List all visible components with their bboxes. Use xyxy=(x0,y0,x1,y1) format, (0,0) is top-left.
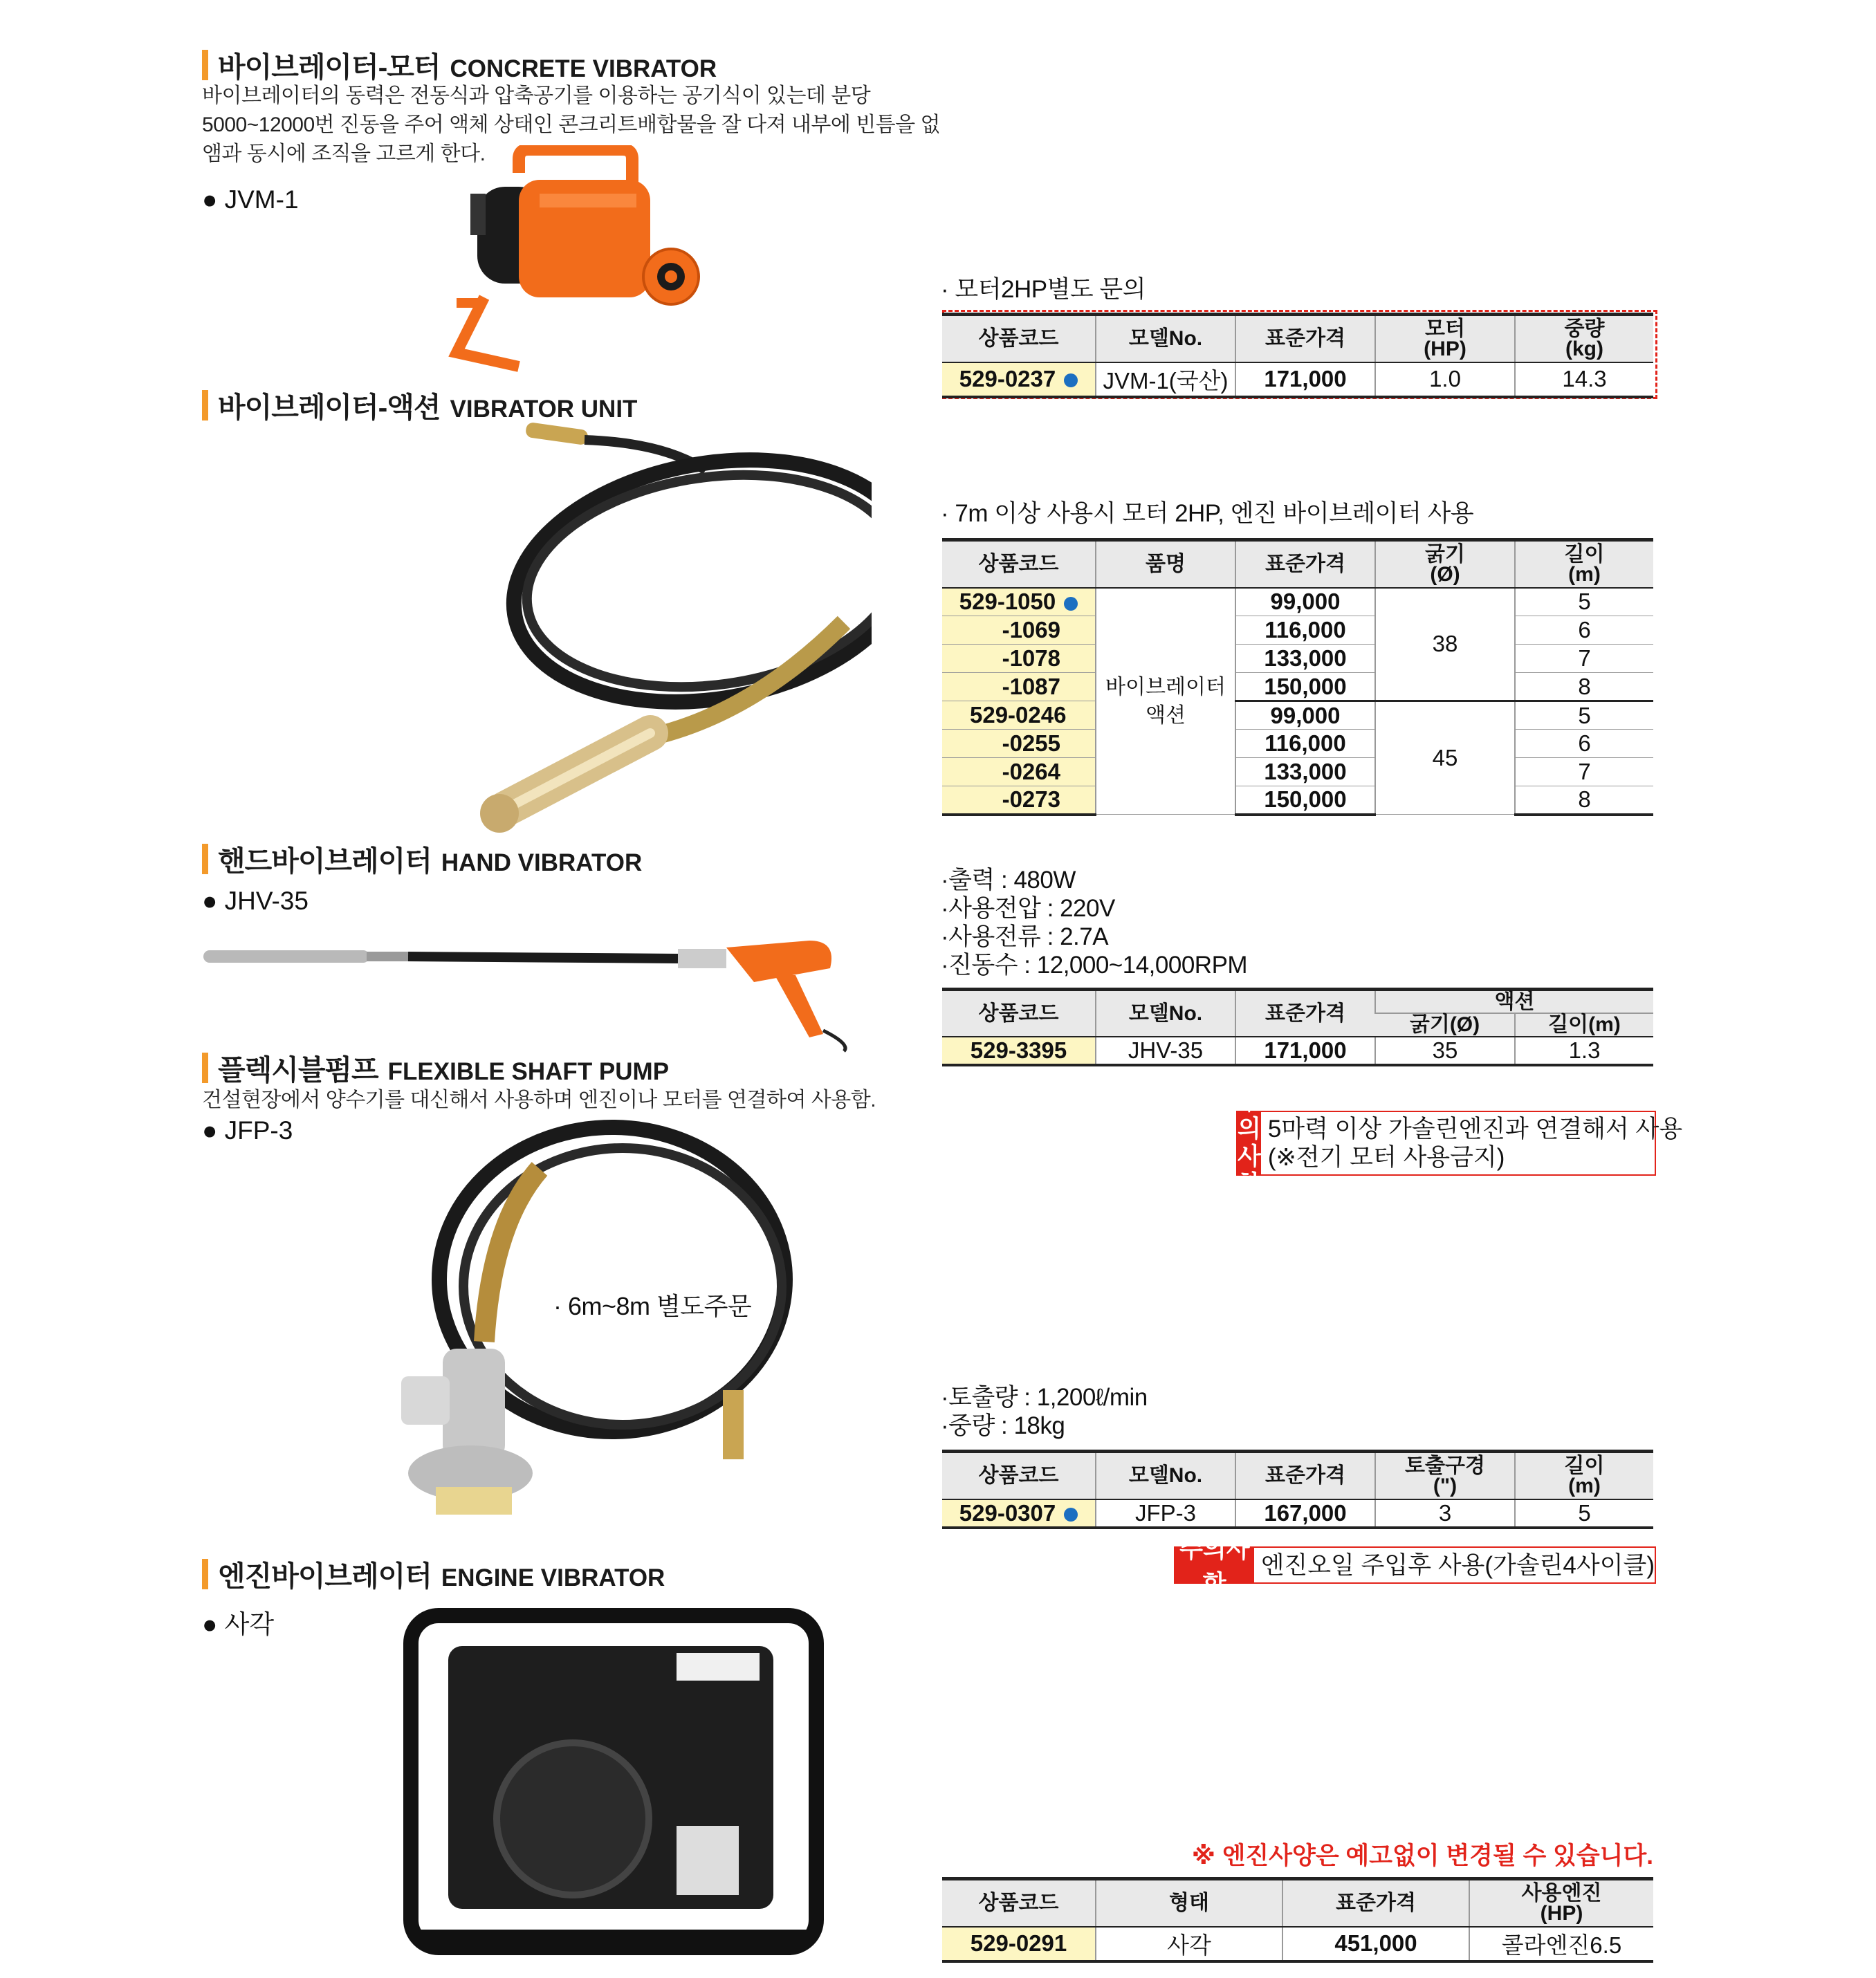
header-length: 길이 (m) xyxy=(1515,540,1653,588)
title-korean: 바이브레이터-모터 xyxy=(218,51,441,83)
header-price: 표준가격 xyxy=(1282,1879,1469,1927)
product-name: 바이브레이터 액션 xyxy=(1096,588,1235,815)
model-bullet: ● 사각 xyxy=(202,1610,275,1638)
note-motor-inquiry: · 모터2HP별도 문의 xyxy=(941,276,1146,303)
engine: 콜라엔진6.5 xyxy=(1469,1927,1653,1961)
concrete-vibrator-motor-image xyxy=(443,145,719,373)
note-hose-length-order: · 6m~8m 별도주문 xyxy=(553,1292,752,1320)
title-english: FLEXIBLE SHAFT PUMP xyxy=(387,1058,670,1085)
product-code: 529-3395 xyxy=(942,1037,1096,1065)
outlet-size: 3 xyxy=(1375,1499,1515,1528)
price: 451,000 xyxy=(1282,1927,1469,1961)
caution-box-oil xyxy=(1174,1536,1656,1598)
title-accent-bar xyxy=(202,390,208,420)
title-korean: 바이브레이터-액션 xyxy=(218,391,441,423)
header-price: 표준가격 xyxy=(1235,540,1375,588)
product-code: 529-0307 xyxy=(942,1499,1096,1528)
engine-vibrator-image xyxy=(400,1605,829,1964)
table-row xyxy=(942,1037,1653,1065)
price: 171,000 xyxy=(1235,362,1375,397)
header-code: 상품코드 xyxy=(942,1452,1096,1499)
price: 133,000 xyxy=(1235,645,1375,673)
new-item-dot-icon xyxy=(1064,373,1078,387)
header-length: 길이 (m) xyxy=(1515,1452,1653,1499)
table-row xyxy=(942,758,1653,786)
caution-line: (※전기 모터 사용금지) xyxy=(1267,1144,1505,1171)
length: 1.3 xyxy=(1515,1037,1653,1065)
motor-hp: 1.0 xyxy=(1375,362,1515,397)
header-price: 표준가격 xyxy=(1235,1452,1375,1499)
product-code: 529-0291 xyxy=(942,1927,1096,1961)
model-bullet: ● JFP-3 xyxy=(202,1116,293,1145)
header-type: 형태 xyxy=(1096,1879,1282,1927)
new-item-dot-icon xyxy=(1064,597,1078,611)
price: 167,000 xyxy=(1235,1499,1375,1528)
desc-line: 앰과 동시에 조직을 고르게 한다. xyxy=(202,142,486,165)
desc-line: 5000~12000번 진동을 주어 액체 상태인 콘크리트배합물을 잘 다져 내부에 빈틈을 없 xyxy=(202,113,940,136)
table-row xyxy=(942,616,1653,645)
header-engine: 사용엔진 (HP) xyxy=(1469,1879,1653,1927)
header-thickness: 굵기 (Ø) xyxy=(1375,540,1515,588)
length: 5 xyxy=(1515,1499,1653,1528)
price: 150,000 xyxy=(1235,673,1375,701)
vibrator-unit-hose-image xyxy=(457,415,872,844)
thickness: 38 xyxy=(1375,588,1515,701)
caution-label: 주의 사항 xyxy=(1238,1088,1261,1198)
note-usage-over-7m: · 7m 이상 사용시 모터 2HP, 엔진 바이브레이터 사용 xyxy=(941,500,1474,527)
spec-table-hand-vibrator xyxy=(942,988,1653,1066)
spec-table-pump xyxy=(942,1450,1653,1529)
price: 99,000 xyxy=(1235,588,1375,616)
engine-spec-notice: ※ 엔진사양은 예고없이 변경될 수 있습니다. xyxy=(1191,1842,1653,1869)
price: 116,000 xyxy=(1235,730,1375,758)
header-thickness: 굵기(Ø) xyxy=(1375,1013,1515,1037)
product-code: -0255 xyxy=(942,730,1096,758)
title-accent-bar xyxy=(202,1559,208,1589)
header-price: 표준가격 xyxy=(1235,315,1375,362)
header-code: 상품코드 xyxy=(942,990,1096,1037)
header-price: 표준가격 xyxy=(1235,990,1375,1037)
product-code: 529-0246 xyxy=(942,701,1096,730)
description: 건설현장에서 양수기를 대신해서 사용하며 엔진이나 모터를 연결하여 사용함. xyxy=(202,1089,876,1111)
section-title-flexible-shaft-pump xyxy=(202,1047,669,1088)
spec-table-engine-vibrator xyxy=(942,1877,1653,1963)
product-code: -1078 xyxy=(942,645,1096,673)
spec-line: ·사용전류 : 2.7A xyxy=(941,923,1109,950)
table-row xyxy=(942,730,1653,758)
title-accent-bar xyxy=(202,844,208,874)
header-name: 품명 xyxy=(1096,540,1235,588)
length: 7 xyxy=(1515,645,1653,673)
table-row xyxy=(942,1499,1653,1528)
price: 133,000 xyxy=(1235,758,1375,786)
desc-line: 바이브레이터의 동력은 전동식과 압축공기를 이용하는 공기식이 있는데 분당 xyxy=(202,84,871,107)
title-korean: 엔진바이브레이터 xyxy=(218,1560,432,1592)
title-english: HAND VIBRATOR xyxy=(441,849,643,876)
length: 6 xyxy=(1515,616,1653,645)
table-header-row xyxy=(942,990,1653,1013)
price: 150,000 xyxy=(1235,786,1375,815)
section-title-hand-vibrator xyxy=(202,838,642,879)
table-row xyxy=(942,701,1653,730)
product-code: -1087 xyxy=(942,673,1096,701)
model-no: JFP-3 xyxy=(1096,1499,1235,1528)
caution-box-engine xyxy=(1236,1088,1683,1198)
title-accent-bar xyxy=(202,1053,208,1083)
title-accent-bar xyxy=(202,50,208,80)
length: 5 xyxy=(1515,701,1653,730)
title-english: VIBRATOR UNIT xyxy=(450,396,638,423)
length: 5 xyxy=(1515,588,1653,616)
header-code: 상품코드 xyxy=(942,315,1096,362)
table-row xyxy=(942,673,1653,701)
hand-vibrator-image xyxy=(201,913,865,1058)
product-code: -0273 xyxy=(942,786,1096,815)
table-header-row xyxy=(942,1452,1653,1499)
model-no: JVM-1(국산) xyxy=(1096,362,1235,397)
length: 8 xyxy=(1515,673,1653,701)
new-item-dot-icon xyxy=(1064,1508,1078,1522)
title-korean: 핸드바이브레이터 xyxy=(218,845,432,877)
length: 6 xyxy=(1515,730,1653,758)
product-code: 529-0237 xyxy=(942,362,1096,397)
product-code: -0264 xyxy=(942,758,1096,786)
model-bullet: ● JVM-1 xyxy=(202,185,299,214)
header-model: 모델No. xyxy=(1096,1452,1235,1499)
hand-vibrator-specs xyxy=(941,866,1247,979)
spec-line: ·사용전압 : 220V xyxy=(941,895,1115,922)
price: 116,000 xyxy=(1235,616,1375,645)
header-weight: 중량 (kg) xyxy=(1515,315,1653,362)
title-english: ENGINE VIBRATOR xyxy=(441,1564,665,1591)
table-row xyxy=(942,645,1653,673)
product-code: 529-1050 xyxy=(942,588,1096,616)
weight: 14.3 xyxy=(1515,362,1653,397)
spec-line: ·토출량 : 1,200ℓ/min xyxy=(941,1384,1148,1411)
length: 8 xyxy=(1515,786,1653,815)
table-header-row xyxy=(942,540,1653,588)
caution-message xyxy=(1261,1112,1682,1174)
caution-label: 주의사항 xyxy=(1175,1548,1254,1582)
header-code: 상품코드 xyxy=(942,1879,1096,1927)
title-korean: 플렉시블펌프 xyxy=(218,1054,378,1086)
table-row xyxy=(942,362,1653,397)
header-length: 길이(m) xyxy=(1515,1013,1653,1037)
table-row xyxy=(942,1927,1653,1961)
table-header-row xyxy=(942,315,1653,362)
header-code: 상품코드 xyxy=(942,540,1096,588)
caution-message: 엔진오일 주입후 사용(가솔린4사이클) xyxy=(1260,1551,1655,1579)
header-model: 모델No. xyxy=(1096,990,1235,1037)
spec-table-vibrator-unit xyxy=(942,538,1653,816)
title-english: CONCRETE VIBRATOR xyxy=(450,55,717,82)
thickness: 45 xyxy=(1375,701,1515,815)
spec-line: ·진동수 : 12,000~14,000RPM xyxy=(941,952,1248,979)
type: 사각 xyxy=(1096,1927,1282,1961)
table-header-row xyxy=(942,1879,1653,1927)
caution-line: 5마력 이상 가솔린엔진과 연결해서 사용 xyxy=(1267,1116,1683,1143)
thickness: 35 xyxy=(1375,1037,1515,1065)
model-no: JHV-35 xyxy=(1096,1037,1235,1065)
section-title-engine-vibrator xyxy=(202,1553,665,1594)
header-model: 모델No. xyxy=(1096,315,1235,362)
section-title-concrete-vibrator xyxy=(202,44,717,85)
price: 171,000 xyxy=(1235,1037,1375,1065)
header-motor: 모터 (HP) xyxy=(1375,315,1515,362)
spec-table-jvm xyxy=(942,313,1653,398)
spec-line: ·중량 : 18kg xyxy=(941,1412,1065,1439)
flexible-shaft-pump-image xyxy=(374,1113,816,1542)
length: 7 xyxy=(1515,758,1653,786)
table-row xyxy=(942,588,1653,616)
header-action-group: 액션 xyxy=(1375,990,1653,1013)
spec-line: ·출력 : 480W xyxy=(941,867,1076,894)
price: 99,000 xyxy=(1235,701,1375,730)
product-code: -1069 xyxy=(942,616,1096,645)
pump-specs xyxy=(941,1383,1148,1440)
model-bullet: ● JHV-35 xyxy=(202,887,309,915)
table-row xyxy=(942,786,1653,815)
header-outlet: 토출구경 (") xyxy=(1375,1452,1515,1499)
